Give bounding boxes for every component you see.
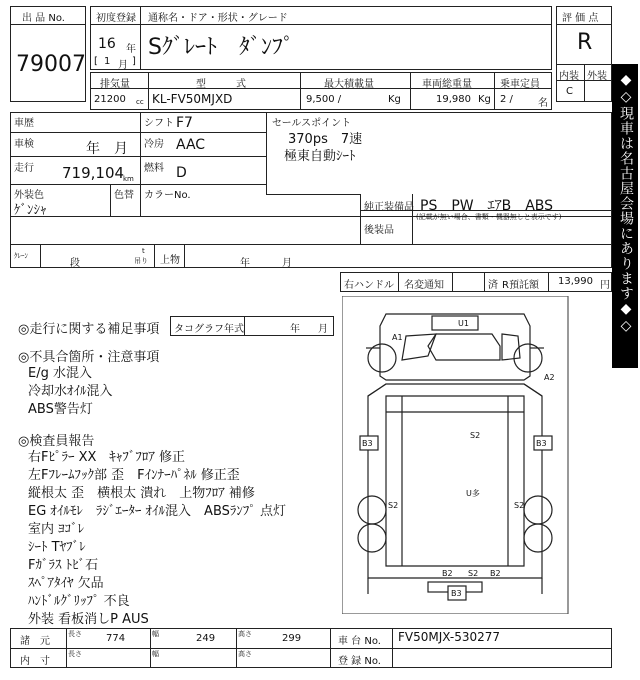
height-label-inner: 高さ bbox=[238, 650, 252, 658]
ext-color: ｹﾞﾝｼｬ bbox=[14, 203, 47, 218]
lift-nen: 年 bbox=[240, 258, 250, 269]
lift-label: 上物 bbox=[160, 255, 180, 266]
inspector-item: 外装 看板消しP AUS bbox=[28, 612, 149, 627]
width-label-inner: 幅 bbox=[152, 650, 159, 658]
interior-label: 内装 bbox=[559, 71, 579, 82]
displacement: 21200 bbox=[94, 94, 126, 105]
sales-point-label: セールスポイント bbox=[272, 118, 352, 129]
mileage-unit: km bbox=[123, 175, 134, 183]
width-label: 幅 bbox=[152, 630, 159, 638]
shift-label: シフト bbox=[144, 118, 174, 129]
inspector-item: ｽﾍﾟｱﾀｲﾔ 欠品 bbox=[28, 576, 104, 591]
mileage-label: 走行 bbox=[14, 163, 34, 174]
defect-item: ABS警告灯 bbox=[28, 402, 93, 417]
model-code: KL-FV50MJXD bbox=[152, 92, 233, 106]
truck-condition-diagram bbox=[342, 296, 582, 614]
reg-month-unit: 月 bbox=[118, 60, 128, 71]
tacho-label: タコグラフ年式 bbox=[174, 324, 244, 335]
inspector-item: ﾊﾝﾄﾞﾙｸﾞﾘｯﾌﾟ 不良 bbox=[28, 594, 130, 609]
aftermarket-note: (記載が無い場合、書類・機器無しと表示です) bbox=[416, 213, 562, 221]
crane-dan: 段 bbox=[70, 258, 80, 269]
diagram-a2: A2 bbox=[544, 373, 555, 382]
inspector-item: 右Fﾋﾟﾗｰ XX ｷｬﾌﾞﾌﾛｱ 修正 bbox=[28, 450, 186, 465]
crane-t: t bbox=[142, 247, 145, 255]
defect-item: 冷却水ｵｲﾙ混入 bbox=[28, 384, 113, 399]
inspector-item: ｼｰﾄ Tﾔﾌﾞﾚ bbox=[28, 540, 86, 555]
lot-no-label: 出 品 No. bbox=[22, 13, 65, 24]
diagram-u1: U1 bbox=[458, 319, 469, 328]
kg-unit-1: Kg bbox=[388, 94, 401, 105]
grade-value: R bbox=[577, 30, 593, 55]
sales-point-1: 370ps 7速 bbox=[288, 132, 363, 147]
color-code-label: カラーNo. bbox=[144, 190, 191, 201]
kg-unit-2: Kg bbox=[478, 94, 491, 105]
capacity-label: 乗車定員 bbox=[500, 79, 540, 90]
tacho-nen: 年 bbox=[290, 324, 300, 335]
length-label: 長さ bbox=[68, 630, 82, 638]
capacity: 2 / bbox=[500, 94, 513, 105]
height-label: 高さ bbox=[238, 630, 252, 638]
diagram-b2-right: B2 bbox=[490, 569, 501, 578]
length: 774 bbox=[106, 633, 126, 644]
capacity-unit: 名 bbox=[538, 98, 548, 109]
inspector-item: 縦根太 歪 横根太 潰れ 上物ﾌﾛｱ 補修 bbox=[28, 486, 255, 501]
side-banner-text: ◆◇現車は名古屋会場にあります◆◇ bbox=[618, 72, 634, 335]
shogen-label: 諸 元 bbox=[20, 636, 50, 647]
chassis-no: FV50MJX-530277 bbox=[398, 630, 501, 644]
gross-weight-label: 車両総重量 bbox=[422, 79, 472, 90]
cc-unit: cc bbox=[136, 98, 144, 106]
diagram-umany: U多 bbox=[466, 489, 480, 498]
equipment: PS PW ｴｱB ABS bbox=[420, 198, 554, 214]
lot-no: 79007 bbox=[16, 52, 86, 77]
driving-remarks-label: ◎走行に関する補足事項 bbox=[18, 322, 160, 337]
height: 299 bbox=[282, 633, 302, 644]
wheel-rear-left bbox=[358, 496, 386, 524]
ac: AAC bbox=[176, 137, 206, 153]
recycle-amount: 13,990 bbox=[558, 276, 593, 287]
model-label: 型 式 bbox=[196, 79, 246, 90]
ext-color-label: 外装色 bbox=[14, 190, 44, 201]
shift: F7 bbox=[176, 115, 193, 131]
naisun-label: 内 寸 bbox=[20, 656, 50, 667]
interior-grade: C bbox=[566, 86, 573, 97]
diagram-b3-left: B3 bbox=[362, 439, 373, 448]
side-banner bbox=[612, 64, 638, 368]
color-no-label: 色替 bbox=[114, 190, 134, 201]
reg-year-unit: 年 bbox=[126, 44, 136, 55]
tacho-tsuki: 月 bbox=[318, 324, 328, 335]
lift-tsuki: 月 bbox=[282, 258, 292, 269]
diagram-b3-right: B3 bbox=[536, 439, 547, 448]
vehicle-name: Sｸﾞﾚｰﾄ ﾀﾞﾝﾌﾟ bbox=[148, 35, 294, 60]
model-name-label: 通称名・ドア・形状・グレード bbox=[148, 13, 288, 24]
yen-unit: 円 bbox=[600, 280, 610, 291]
fuel: D bbox=[176, 165, 187, 181]
displacement-label: 排気量 bbox=[100, 79, 130, 90]
reg-month: 1 bbox=[104, 56, 111, 67]
rhd-label: 右ハンドル bbox=[344, 280, 394, 291]
max-load-label: 最大積載量 bbox=[324, 79, 374, 90]
gross-weight: 19,980 bbox=[436, 94, 471, 105]
shaken-tsuki: 月 bbox=[114, 141, 128, 157]
diagram-a1: A1 bbox=[392, 333, 403, 342]
diagram-s2-right: S2 bbox=[514, 501, 525, 510]
diagram-s2-left: S2 bbox=[388, 501, 399, 510]
reg-year: 16 bbox=[98, 36, 116, 52]
mileage: 719,104 bbox=[62, 164, 125, 182]
inspector-label: ◎検査員報告 bbox=[18, 434, 95, 449]
reg-no-label: 登 録 No. bbox=[338, 656, 381, 667]
first-reg-label: 初度登録 bbox=[96, 13, 136, 24]
inspector-item: EG ｵｲﾙﾓﾚ ﾗｼﾞｴｰﾀｰ ｵｲﾙ混入 ABSﾗﾝﾌﾟ 点灯 bbox=[28, 504, 287, 519]
width: 249 bbox=[196, 633, 216, 644]
name-change-label: 名変通知 bbox=[404, 280, 444, 291]
wheel-rear-right bbox=[524, 496, 552, 524]
defect-item: E/g 水混入 bbox=[28, 366, 92, 381]
diagram-b2-left: B2 bbox=[442, 569, 453, 578]
grade-label: 評 価 点 bbox=[562, 13, 599, 24]
history-label: 車歴 bbox=[14, 118, 34, 129]
crane-tsuri: 吊り bbox=[134, 257, 148, 265]
inspector-item: 左Fﾌﾚｰﾑﾌｯｸ部 歪 Fｲﾝﾅｰﾊﾟﾈﾙ 修正歪 bbox=[28, 468, 240, 483]
recycle-label: 済 bbox=[488, 280, 498, 291]
aftermarket-label: 後装品 bbox=[364, 225, 394, 236]
diagram-b3-rear: B3 bbox=[451, 589, 462, 598]
sales-point-2: 極東自動ｼｰﾄ bbox=[284, 149, 356, 164]
inspector-item: 室内 ﾖｺﾞﾚ bbox=[28, 522, 85, 537]
exterior-label: 外装 bbox=[587, 71, 607, 82]
shaken-label: 車検 bbox=[14, 139, 34, 150]
ac-label: 冷房 bbox=[144, 139, 164, 150]
wheel-front-left bbox=[368, 344, 396, 372]
diagram-s2-rear: S2 bbox=[468, 569, 479, 578]
fuel-label: 燃料 bbox=[144, 163, 164, 174]
inspector-item: Fｶﾞﾗｽ ﾄﾋﾞ石 bbox=[28, 558, 99, 573]
length-label-inner: 長さ bbox=[68, 650, 82, 658]
crane-label: ｸﾚｰﾝ bbox=[14, 252, 28, 260]
defects-label: ◎不具合箇所・注意事項 bbox=[18, 350, 160, 365]
equipment-label: 純正装備品 bbox=[364, 202, 414, 213]
chassis-label: 車 台 No. bbox=[338, 636, 381, 647]
diagram-s2-bed: S2 bbox=[470, 431, 481, 440]
recycle-deposit-label: R預託額 bbox=[502, 280, 539, 291]
max-load: 9,500 / bbox=[306, 94, 342, 105]
shaken-nen: 年 bbox=[86, 141, 100, 157]
